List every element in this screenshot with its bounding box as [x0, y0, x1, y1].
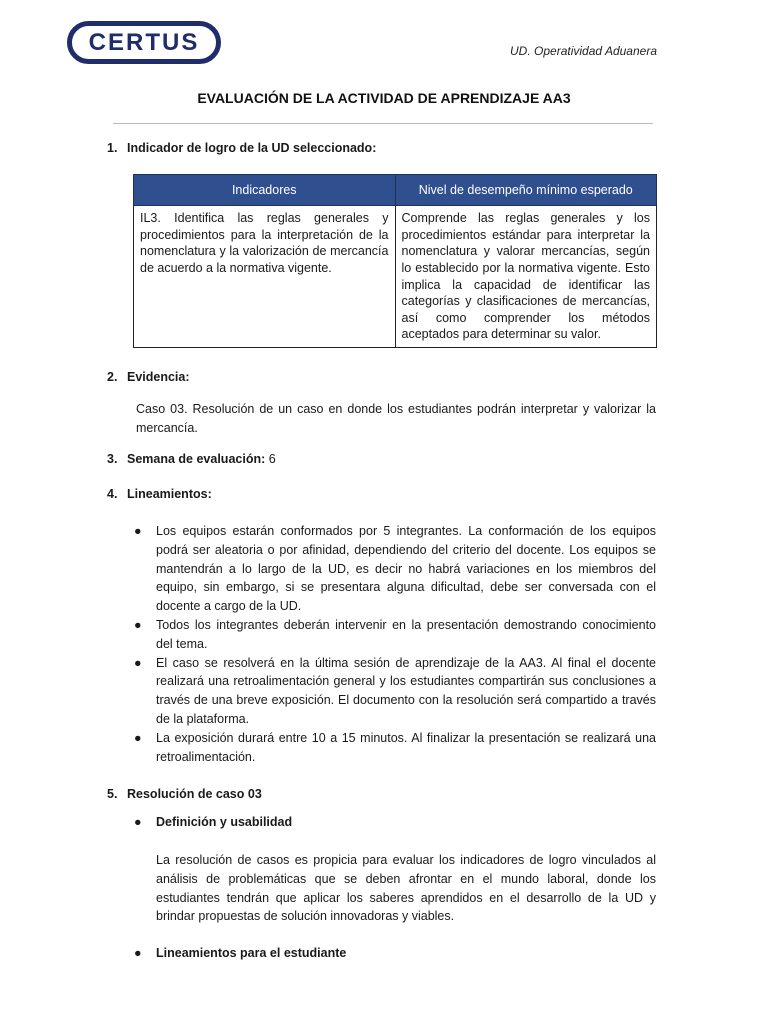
- bullet: ●: [134, 524, 142, 538]
- section-number: 1.: [107, 141, 118, 155]
- list-item: [134, 654, 656, 729]
- table-cell-indicator: IL3. Identifica las reglas generales y procedimientos para la interpretación de la nomenclatura y la valorización de mercancía de acuerdo a la normativa vigente.: [134, 206, 396, 348]
- subheading-lineamientos-estudiante: Lineamientos para el estudiante: [156, 946, 347, 960]
- table-cell-level: Comprende las reglas generales y los procedimientos estándar para interpretar la nomenclatura y valorar mercancías, según lo establecido por la normativa vigente. Esto implica la capacidad de identificar las categorías y clasificaciones de mercancías, así como comprender los métodos aceptados para determinar su valor.: [395, 206, 657, 348]
- document-title: EVALUACIÓN DE LA ACTIVIDAD DE APRENDIZAJE AA3: [197, 90, 571, 106]
- section-number: 2.: [107, 370, 118, 384]
- list-item-text: La exposición durará entre 10 a 15 minutos. Al finalizar la presentación se realizará una retroalimentación.: [156, 730, 656, 764]
- lineamientos-list: [134, 522, 656, 766]
- bullet: ●: [134, 655, 142, 670]
- definicion-text: La resolución de casos es propicia para evaluar los indicadores de logro vinculados al análisis de problemáticas que se deben afrontar en el mundo laboral, donde los estudiantes tendrán que aplicar los saberes aprendidos en el desarrollo de la UD y brindar propuestas de solución innovadoras y viables.: [156, 853, 656, 924]
- section-label: Resolución de caso 03: [127, 787, 262, 801]
- section-label: Lineamientos:: [127, 487, 212, 501]
- indicators-table: [133, 174, 657, 348]
- evidence-text: Caso 03. Resolución de un caso en donde los estudiantes podrán interpretar y valorizar la mercancía.: [136, 402, 656, 435]
- section-label: Indicador de logro de la UD seleccionado:: [127, 141, 377, 155]
- list-item: [134, 522, 656, 616]
- list-item-text: El caso se resolverá en la última sesión de aprendizaje de la AA3. Al final el docente realizará una retroalimentación general y los estudiantes compartirán sus conclusiones a través de una breve exposición. El documento con la resolución será compartido a través de la plataforma.: [156, 655, 656, 726]
- section-number: 5.: [107, 787, 118, 801]
- bullet: ●: [134, 946, 142, 960]
- section-4-heading: [107, 485, 212, 504]
- list-item: [134, 616, 656, 654]
- section-1-heading: [107, 139, 376, 158]
- table-header-indicadores: Indicadores: [134, 175, 396, 206]
- section-number: 3.: [107, 452, 118, 466]
- ud-label: UD. Operatividad Aduanera: [510, 44, 657, 58]
- resolucion-sub-2: [134, 944, 656, 963]
- section-number: 4.: [107, 487, 118, 501]
- list-item-text: Los equipos estarán conformados por 5 integrantes. La conformación de los equipos podrá ser aleatoria o por afinidad, dependiendo del criterio del docente. Los equipos se mantendrán a lo largo de la UD, es decir no habrá variaciones en los miembros del equipo, sin embargo, si se presentara alguna dificultad, debe ser conversada con el docente a cargo de la UD.: [156, 524, 656, 614]
- list-item: [134, 729, 656, 767]
- subheading-definicion: Definición y usabilidad: [156, 815, 293, 829]
- list-item: [134, 813, 656, 832]
- bullet: ●: [134, 815, 142, 829]
- evaluation-week-value: 6: [265, 452, 276, 466]
- certus-logo: CERTUS: [67, 21, 221, 64]
- table-row: [134, 206, 657, 348]
- section-label: Semana de evaluación:: [127, 452, 266, 466]
- list-item-text: Todos los integrantes deberán intervenir en la presentación demostrando conocimiento del tema.: [156, 617, 656, 651]
- resolucion-sub-1: [134, 813, 656, 832]
- title-divider: [113, 123, 653, 124]
- bullet: ●: [134, 730, 142, 745]
- section-5-heading: [107, 785, 262, 804]
- section-2-heading: [107, 368, 190, 387]
- section-label: Evidencia:: [127, 370, 190, 384]
- table-header-nivel: Nivel de desempeño mínimo esperado: [395, 175, 657, 206]
- list-item: [134, 944, 656, 963]
- bullet: ●: [134, 617, 142, 632]
- section-3-heading: [107, 450, 276, 469]
